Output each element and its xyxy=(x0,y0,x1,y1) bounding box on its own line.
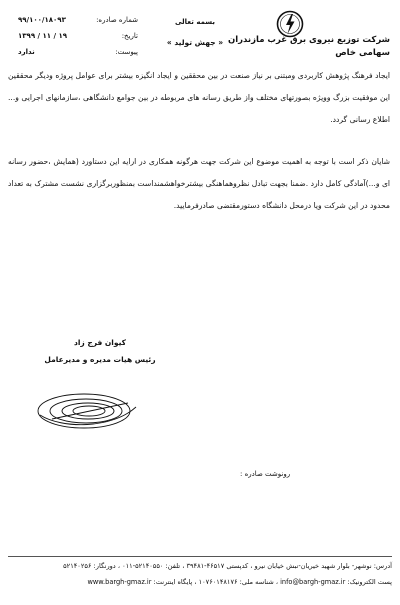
footer-address: آدرس: نوشهر- بلوار شهید خیریان-نبش خیابان نیرو ، کدپستی ۴۶۵۱۷-۳۹۴۸۱ ، تلفن: ۵۲۱۴۰۵۵۰-۰۱۱ ، دورنگار: ۵۲۱۴۰۲۵۶ xyxy=(63,562,392,570)
attachment-label: پیوست: xyxy=(115,48,138,56)
letter-body xyxy=(8,65,390,237)
company-logo-icon xyxy=(276,10,304,38)
number-value: ۹۹/۱۰۰/۱۸۰۹۳ xyxy=(18,16,66,24)
subject-slogan: « جهش تولید » xyxy=(166,38,224,47)
number-label: شماره صادره: xyxy=(96,16,138,24)
footer-contact: پست الکترونیک: info@bargh-gmaz.ir ، شناسه ملی: ۱۰۷۶۰۱۴۸۱۷۶ ، پایگاه اینترنت: www.bargh-gmaz.ir xyxy=(87,578,392,586)
meta-number-row xyxy=(18,12,138,28)
letter-meta xyxy=(18,12,138,60)
signer-title: رئیس هیات مدیره و مدیرعامل xyxy=(44,355,156,364)
footer-divider xyxy=(8,556,392,557)
date-label: تاریخ: xyxy=(121,32,138,40)
body-paragraph-2: شایان ذکر است با توجه به اهمیت موضوع این شرکت جهت هرگونه همکاری در ارایه این دستاورد (همایش ،حضور رسانه ای و...)آمادگی کامل دارد .ضمنا بجهت تبادل نظروهماهنگی بیشترخواهشمنداست بمنظوربرگزاری نشست مشترک به تعداد محدود در این شرکت ویا درمحل دانشگاه دستورمقتضی صادرفرمایید. xyxy=(8,157,390,210)
copy-to-label: رونوشت صادره : xyxy=(240,470,291,478)
handwritten-signature xyxy=(32,385,142,435)
meta-date-row xyxy=(18,28,138,44)
date-value: ۱۳۹۹ / ۱۱ / ۱۹ xyxy=(18,32,68,40)
attachment-value: ندارد xyxy=(18,48,35,56)
company-type: سهامی خاص xyxy=(335,48,390,58)
body-paragraph-1: ایجاد فرهنگ پژوهش کاربردی ومبتنی بر نیاز صنعت در بین محققین و ایجاد انگیزه بیشتر برای عوامل پروژه ودیگر محققین این موفقیت بزرگ وویژه بصورتهای مختلف واز طریق رسانه های مربوطه در بین جوامع دانشگاهی ،سازمانهای اجرایی و... اطلاع رسانی گردد. xyxy=(8,71,390,124)
meta-attachment-row xyxy=(18,44,138,60)
signer-name: کیوان فرج زاد xyxy=(73,338,127,347)
company-name: شرکت توزیع نیروی برق غرب مازندران xyxy=(227,35,390,45)
bismillah-heading: بسمه تعالی xyxy=(174,18,216,26)
